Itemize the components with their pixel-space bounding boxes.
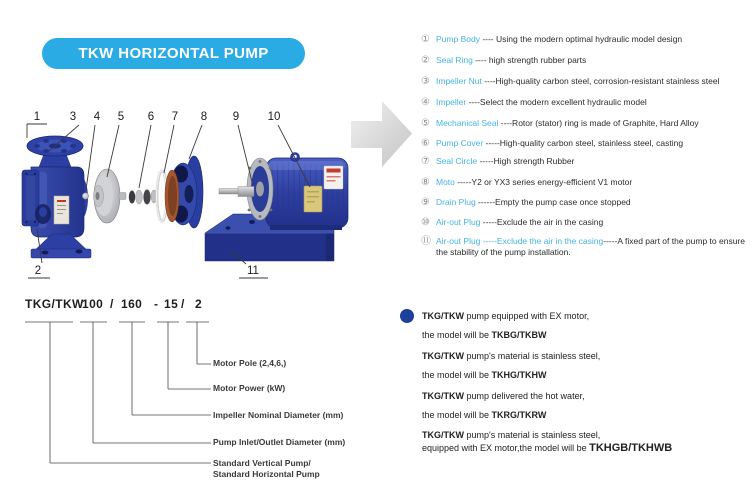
part-name: Air-out Plug <box>436 217 481 227</box>
variant-prefix: TKG/TKW <box>422 430 464 440</box>
variant-line <box>422 391 585 402</box>
motor-nameplate <box>304 186 322 212</box>
variant-prefix: TKG/TKW <box>422 311 464 321</box>
bullet-dot-icon <box>400 309 414 323</box>
circled-number-icon: ② <box>421 55 430 66</box>
label-inlet-outlet-diameter: Pump Inlet/Outlet Diameter (mm) <box>213 437 346 447</box>
part-item-6 <box>421 138 755 149</box>
model-code-slash2: / <box>181 297 185 311</box>
label-motor-pole: Motor Pole (2,4,6,) <box>213 358 287 368</box>
circled-number-icon: ③ <box>421 76 430 87</box>
callout-9: 9 <box>232 111 240 123</box>
part-name: Impeller <box>436 97 467 107</box>
model-code-tree-lines <box>25 322 211 463</box>
variant-text: pump's material is stainless steel, <box>464 430 601 440</box>
part-desc: ----High-quality carbon steel, corrosion-resistant stainless steel <box>481 76 720 86</box>
part-item-7 <box>421 156 755 167</box>
variant-model: TKRG/TKRW <box>491 410 547 420</box>
label-impeller-diameter: Impeller Nominal Diameter (mm) <box>213 410 344 420</box>
part-desc: ------Empty the pump case once stopped <box>475 197 631 207</box>
variant-line <box>422 311 589 322</box>
callout-8: 8 <box>200 111 208 123</box>
circled-number-icon: ⑨ <box>421 197 430 208</box>
part-desc: -----High strength Rubber <box>477 156 575 166</box>
part-name: Mechanical Seal <box>436 118 499 128</box>
motor-shaft <box>219 189 239 195</box>
part-name: Moto <box>436 177 455 187</box>
callout-1: 1 <box>33 111 41 123</box>
callout-11: 11 <box>247 265 259 277</box>
variant-model: TKBG/TKBW <box>491 330 547 340</box>
variant-line <box>422 443 672 454</box>
variant-text: pump equipped with EX motor, <box>464 311 590 321</box>
part-desc: ---- Using the modern optimal hydraulic model design <box>479 34 683 44</box>
variant-text: pump's material is stainless steel, <box>464 351 601 361</box>
model-code-impeller: 160 <box>121 297 143 311</box>
part-item-8 <box>421 177 755 188</box>
part-item-11 <box>421 236 755 258</box>
variant-text: the model will be <box>422 410 492 420</box>
circled-number-icon: ⑧ <box>421 177 430 188</box>
title-banner <box>42 38 305 69</box>
circled-number-icon: ⑩ <box>421 217 430 228</box>
model-code-pole: 2 <box>195 297 203 311</box>
part-item-1 <box>421 34 755 45</box>
variant-line <box>422 410 546 421</box>
callout-5: 5 <box>117 111 125 123</box>
part-name: Pump Cover <box>436 138 484 148</box>
part-item-10 <box>421 217 755 228</box>
variant-text: the model will be <box>422 370 492 380</box>
variant-prefix: TKG/TKW <box>422 351 464 361</box>
part-name: Seal Ring <box>436 55 473 65</box>
part-desc: -----Y2 or YX3 series energy-efficient V1 motor <box>454 177 633 187</box>
page-title: TKW HORIZONTAL PUMP <box>78 45 269 62</box>
part-desc: -----High-quality carbon steel, stainless steel, casting <box>483 138 684 148</box>
part-item-2 <box>421 55 755 66</box>
part-item-4 <box>421 97 755 108</box>
part-desc: ----Rotor (stator) ring is made of Graphite, Hard Alloy <box>498 118 699 128</box>
part-desc: -----Exclude the air in the casing <box>480 217 604 227</box>
callout-2: 2 <box>34 265 42 277</box>
variant-text: the model will be <box>422 330 492 340</box>
pump-body <box>22 136 91 258</box>
variant-text: equipped with EX motor,the model will be <box>422 443 590 453</box>
part-desc: ---- high strength rubber parts <box>472 55 587 65</box>
variant-text: pump delivered the hot water, <box>464 391 585 401</box>
model-code-dash: - <box>154 297 159 311</box>
variant-line <box>422 430 600 441</box>
part-name: Pump Body <box>436 34 480 44</box>
mechanical-seal <box>129 190 157 205</box>
circled-number-icon: ⑦ <box>421 156 430 167</box>
part-name: Impeller Nut <box>436 76 482 86</box>
parts-list <box>421 0 755 290</box>
circled-number-icon: ④ <box>421 97 430 108</box>
variant-model: TKHG/TKHW <box>491 370 547 380</box>
callout-3: 3 <box>69 111 77 123</box>
impeller <box>82 169 126 223</box>
variant-line <box>422 370 547 381</box>
circled-number-icon: ⑤ <box>421 118 430 129</box>
callout-10: 10 <box>267 111 281 123</box>
part-name: Drain Plug <box>436 197 476 207</box>
label-motor-power: Motor Power (kW) <box>213 383 286 393</box>
variant-model: TKHGB/TKHWB <box>589 442 673 454</box>
callout-7: 7 <box>171 111 179 123</box>
part-name: Air-out Plug -----Exclude the air in the casing <box>436 236 604 246</box>
variant-line <box>422 351 600 362</box>
circled-number-icon: ① <box>421 34 430 45</box>
part-item-5 <box>421 118 755 129</box>
model-code-prefix: TKG/TKW <box>25 297 84 311</box>
circled-number-icon: ⑥ <box>421 138 430 149</box>
part-item-9 <box>421 197 755 208</box>
part-item-3 <box>421 76 755 87</box>
pump-cover <box>165 156 203 228</box>
part-name: Seal Circle <box>436 156 478 166</box>
model-code-power: 15 <box>164 297 179 311</box>
variant-prefix: TKG/TKW <box>422 391 464 401</box>
part-desc: ----Select the modern excellent hydraulic model <box>466 97 647 107</box>
callout-6: 6 <box>147 111 155 123</box>
variant-line <box>422 330 547 341</box>
impeller-nut <box>82 193 88 199</box>
part-desc: -----A fixed part of the pump to ensure the stability of the pump installation. <box>436 236 745 257</box>
circled-number-icon: ⑪ <box>421 236 431 247</box>
label-standard-vertical: Standard Vertical Pump/ <box>213 458 311 468</box>
callout-4: 4 <box>93 111 101 123</box>
label-standard-horizontal: Standard Horizontal Pump <box>213 469 320 479</box>
model-code-slash: / <box>110 297 114 311</box>
model-code-inlet: 100 <box>82 297 104 311</box>
right-arrow-icon <box>351 101 412 167</box>
